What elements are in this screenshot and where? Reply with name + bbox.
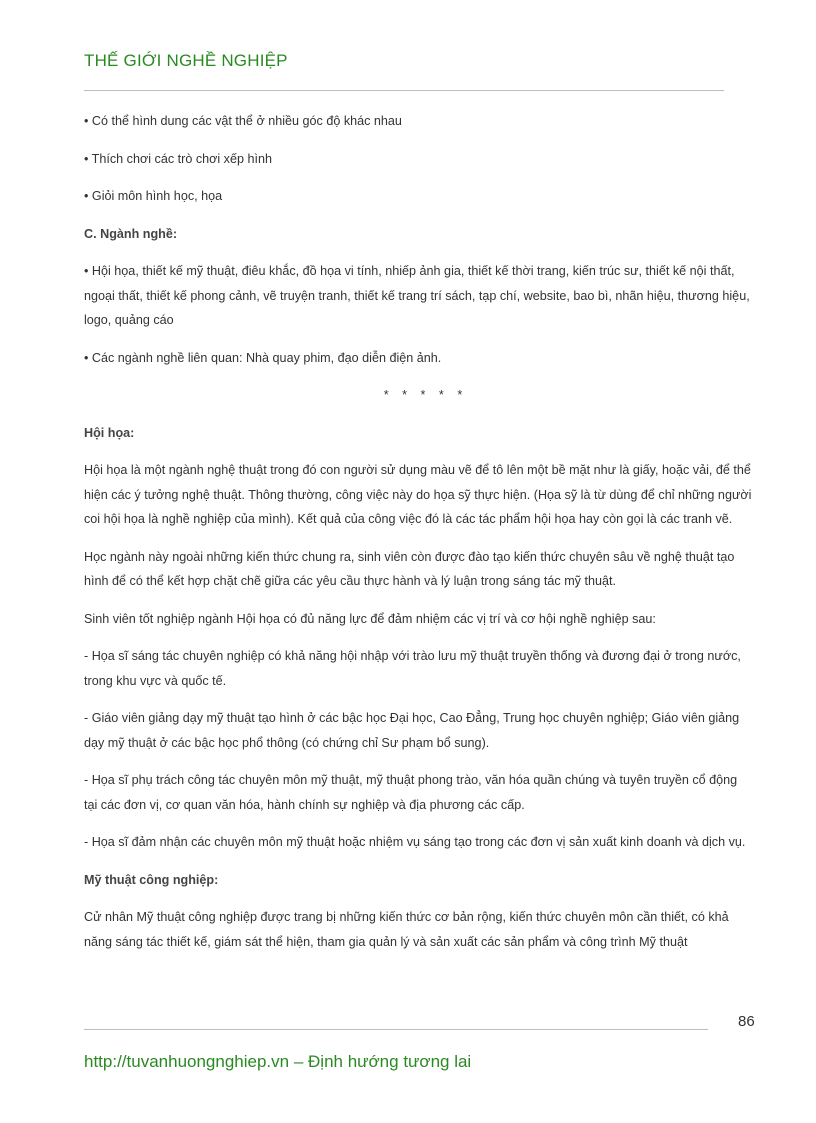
footer-link-text: http://tuvanhuongnghiep.vn – Định hướng tương lai [84, 1052, 472, 1071]
body-paragraph: Hội họa là một ngành nghệ thuật trong đó con người sử dụng màu vẽ để tô lên một bề mặt như là giấy, hoặc vải, để thể hiện các ý tưởng nghệ thuật. Thông thường, công việc này do họa sỹ thực hiện. (Họa sỹ là từ dùng để chỉ những người coi hội họa là nghề nghiệp của mình). Kết quả của công việc đó là các tác phẩm hội họa hay còn gọi là các tranh vẽ. [84, 463, 752, 526]
header-divider [84, 90, 724, 91]
section-heading: C. Ngành nghề: [84, 226, 178, 241]
body-paragraph: Cử nhân Mỹ thuật công nghiệp được trang bị những kiến thức cơ bản rộng, kiến thức chuyên môn cần thiết, có khả năng sáng tác thiết kế, giám sát thể hiện, tham gia quản lý và sản xuất các sản phẩm và công trình Mỹ thuật [84, 910, 729, 949]
footer-divider [84, 1029, 708, 1030]
bullet-item: • Hội họa, thiết kế mỹ thuật, điêu khắc, đồ họa vi tính, nhiếp ảnh gia, thiết kế thời trang, kiến trúc sư, thiết kế nội thất, ngoại thất, thiết kế phong cảnh, vẽ truyện tranh, thiết kế trang trí sách, tạp chí, website, bao bì, nhãn hiệu, thương hiệu, logo, quảng cáo [84, 264, 750, 327]
section-heading: Hội họa: [84, 425, 135, 440]
page-number: 86 [738, 1013, 755, 1030]
bullet-item: • Giỏi môn hình học, họa [84, 189, 223, 203]
section-separator: * * * * * [383, 388, 463, 402]
dash-item: - Giáo viên giảng dạy mỹ thuật tạo hình ở các bậc học Đại học, Cao Đẳng, Trung học chuyên nghiệp; Giáo viên giảng dạy mỹ thuật ở các bậc học phổ thông (có chứng chỉ Sư phạm bổ sung). [84, 711, 740, 750]
header-title: THẾ GIỚI NGHỀ NGHIỆP [84, 51, 288, 70]
bullet-item: • Thích chơi các trò chơi xếp hình [84, 151, 272, 166]
dash-item: - Họa sĩ đảm nhận các chuyên môn mỹ thuật hoặc nhiệm vụ sáng tạo trong các đơn vị sản xuất kinh doanh và dịch vụ. [84, 835, 746, 849]
body-paragraph: Sinh viên tốt nghiệp ngành Hội họa có đủ năng lực để đảm nhiệm các vị trí và cơ hội nghề nghiệp sau: [84, 611, 656, 626]
section-heading: Mỹ thuật công nghiệp: [84, 872, 219, 887]
main-content [84, 109, 752, 967]
body-paragraph: Học ngành này ngoài những kiến thức chung ra, sinh viên còn được đào tạo kiến thức chuyên sâu về nghệ thuật tạo hình để có thể kết hợp chặt chẽ giữa các yêu cầu thực hành và lý luận trong sáng tác mỹ thuật. [84, 549, 735, 588]
dash-item: - Họa sĩ phụ trách công tác chuyên môn mỹ thuật, mỹ thuật phong trào, văn hóa quần chúng và tuyên truyền cổ động tại các đơn vị, cơ quan văn hóa, hành chính sự nghiệp và địa phương các cấp. [84, 773, 738, 812]
bullet-item: • Các ngành nghề liên quan: Nhà quay phim, đạo diễn điện ảnh. [84, 350, 442, 365]
bullet-item: • Có thể hình dung các vật thể ở nhiều góc độ khác nhau [84, 114, 402, 128]
dash-item: - Họa sĩ sáng tác chuyên nghiệp có khả năng hội nhập với trào lưu mỹ thuật truyền thống và đương đại ở trong nước, trong khu vực và quốc tế. [84, 649, 741, 688]
